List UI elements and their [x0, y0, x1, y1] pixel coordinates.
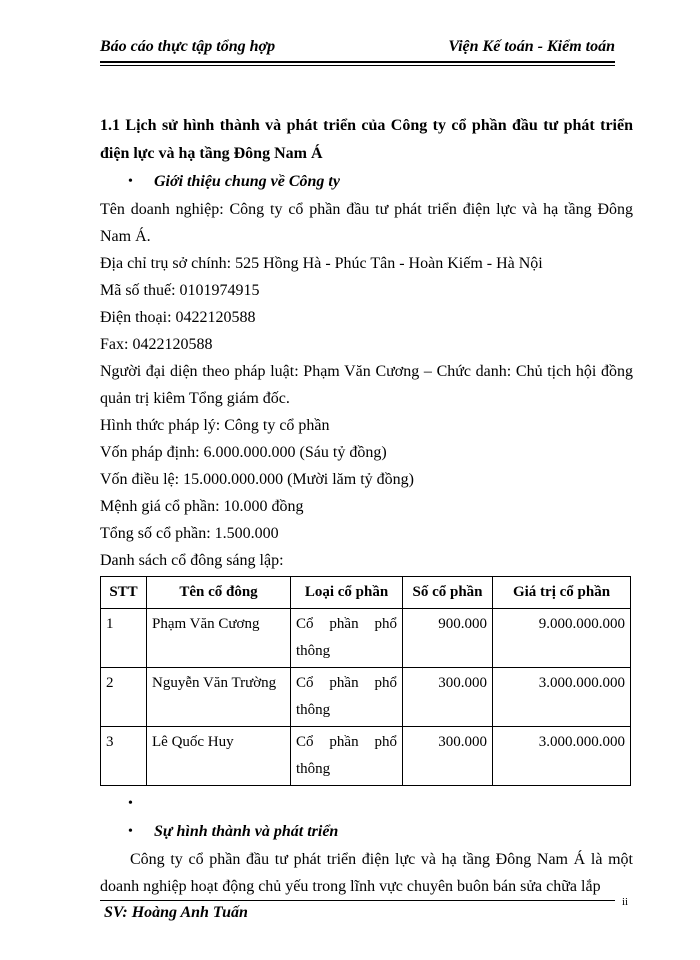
cell-share-value: 3.000.000.000: [493, 727, 631, 786]
cell-shareholder-name: Nguyễn Văn Trường: [147, 668, 291, 727]
cell-shareholder-name: Phạm Văn Cương: [147, 609, 291, 668]
table-header-row: [101, 577, 631, 609]
cell-stt: 1: [101, 609, 147, 668]
formation-paragraph: Công ty cổ phần đầu tư phát triển điện lực và hạ tầng Đông Nam Á là một doanh nghiệp hoạt động chủ yếu trong lĩnh vực chuyên buôn bán sửa chữa lắp: [100, 851, 633, 895]
formation-label: Sự hình thành và phát triển: [154, 823, 339, 840]
header-stt: STT: [101, 577, 147, 609]
company-address: Địa chỉ trụ sở chính: 525 Hồng Hà - Phúc Tân - Hoàn Kiếm - Hà Nội: [100, 255, 543, 272]
table-row: [101, 668, 631, 727]
company-phone: Điện thoại: 0422120588: [100, 309, 256, 326]
company-charter-capital: Vốn điều lệ: 15.000.000.000 (Mười lăm tỷ đồng): [100, 471, 414, 488]
header-institute: Viện Kế toán - Kiểm toán: [448, 38, 615, 55]
company-name: Tên doanh nghiệp: Công ty cổ phần đầu tư phát triển điện lực và hạ tầng Đông Nam Á.: [100, 201, 633, 245]
footer-rule: [100, 900, 615, 901]
company-tax-code: Mã số thuế: 0101974915: [100, 282, 260, 299]
cell-share-value: 3.000.000.000: [493, 668, 631, 727]
cell-share-type: Cổ phần phổ thông: [291, 668, 403, 727]
bullet-icon: •: [128, 824, 133, 839]
company-representative: Người đại diện theo pháp luật: Phạm Văn Cương – Chức danh: Chủ tịch hội đồng quản trị kiêm Tổng giám đốc.: [100, 363, 633, 407]
company-fax: Fax: 0422120588: [100, 336, 213, 353]
table-row: [101, 727, 631, 786]
shareholders-title: Danh sách cổ đông sáng lập:: [100, 552, 284, 569]
page-content: [100, 112, 633, 900]
page-header: [100, 38, 615, 60]
header-share-count: Số cổ phần: [403, 577, 493, 609]
company-total-shares: Tổng số cổ phần: 1.500.000: [100, 525, 279, 542]
header-report-title: Báo cáo thực tập tổng hợp: [100, 38, 276, 55]
bullet-icon: •: [128, 174, 133, 189]
cell-share-count: 300.000: [403, 727, 493, 786]
header-rule-thin: [100, 65, 615, 66]
company-par-value: Mệnh giá cổ phần: 10.000 đồng: [100, 498, 304, 515]
cell-share-type: Cổ phần phổ thông: [291, 609, 403, 668]
cell-share-count: 300.000: [403, 668, 493, 727]
section-heading: 1.1 Lịch sử hình thành và phát triển của Công ty cổ phần đầu tư phát triển điện lực và hạ tầng Đông Nam Á: [100, 117, 633, 162]
empty-bullet: [100, 790, 633, 818]
table-row: [101, 609, 631, 668]
footer-student-name: SV: Hoàng Anh Tuấn: [104, 904, 248, 921]
cell-share-type: Cổ phần phổ thông: [291, 727, 403, 786]
company-legal-capital: Vốn pháp định: 6.000.000.000 (Sáu tỷ đồng): [100, 444, 387, 461]
cell-share-count: 900.000: [403, 609, 493, 668]
cell-shareholder-name: Lê Quốc Huy: [147, 727, 291, 786]
bullet-icon: •: [128, 796, 133, 811]
page-number: ii: [622, 896, 629, 908]
company-legal-form: Hình thức pháp lý: Công ty cổ phần: [100, 417, 330, 434]
header-rule-thick: [100, 61, 615, 63]
cell-stt: 3: [101, 727, 147, 786]
header-share-type: Loại cổ phần: [291, 577, 403, 609]
shareholders-table: [100, 576, 631, 786]
intro-label: Giới thiệu chung về Công ty: [154, 173, 340, 190]
header-shareholder-name: Tên cổ đông: [147, 577, 291, 609]
cell-share-value: 9.000.000.000: [493, 609, 631, 668]
intro-bullet: [100, 168, 633, 196]
cell-stt: 2: [101, 668, 147, 727]
formation-bullet: [100, 818, 633, 846]
header-share-value: Giá trị cổ phần: [493, 577, 631, 609]
